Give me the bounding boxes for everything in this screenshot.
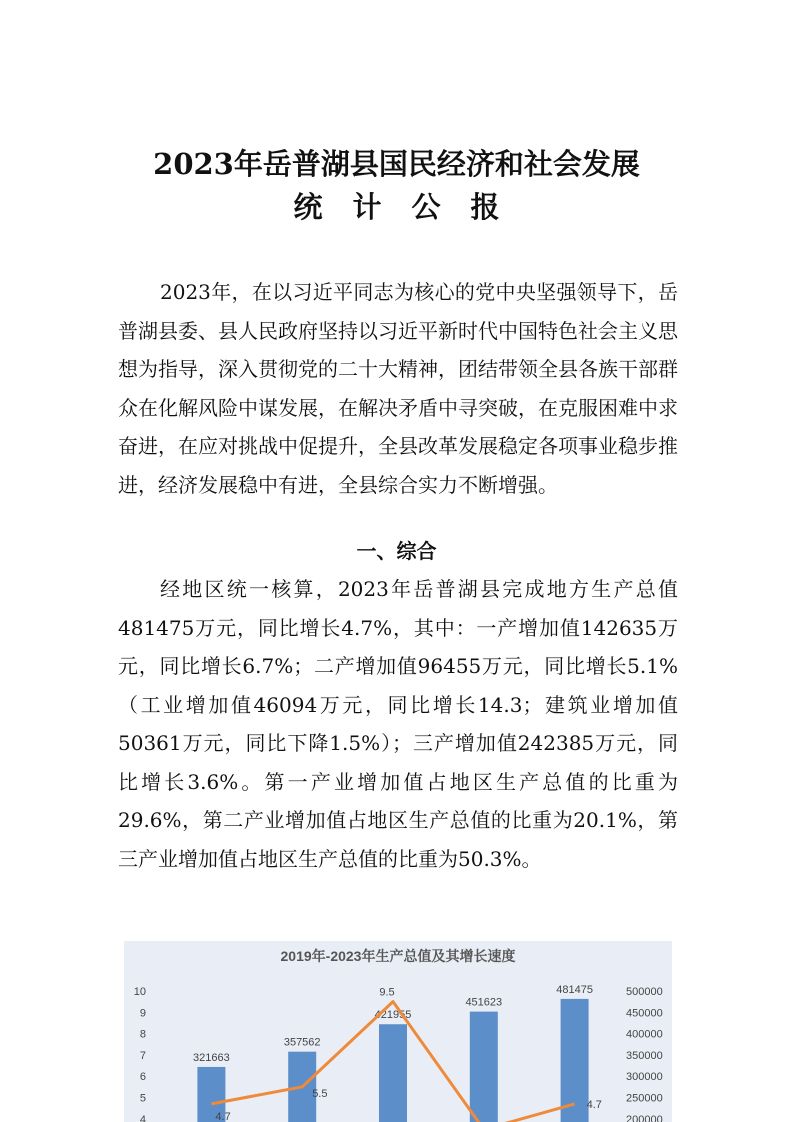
right-axis-tick-label: 300000 [626, 1071, 663, 1084]
gdp-bar-label: 357562 [283, 1036, 321, 1049]
right-axis [626, 986, 663, 1122]
right-axis-tick-label: 350000 [626, 1049, 663, 1062]
gdp-bar [470, 1012, 498, 1122]
left-axis [134, 986, 146, 1122]
line-label-group [215, 987, 601, 1122]
gdp-bar [561, 999, 589, 1122]
left-axis-tick-label: 4 [139, 1113, 146, 1122]
growth-line-label: 9.5 [379, 986, 395, 999]
growth-line-label: 5.5 [312, 1087, 328, 1100]
gdp-bar-label: 481475 [556, 983, 593, 996]
growth-line-label: 4.7 [586, 1098, 602, 1111]
section-heading-overview: 一、综合 [356, 539, 437, 563]
left-axis-tick-label: 8 [139, 1028, 146, 1041]
gdp-growth-chart [124, 941, 672, 1122]
right-axis-tick-label: 450000 [626, 1007, 663, 1020]
gdp-bar-label: 321663 [193, 1051, 230, 1064]
right-axis-tick-label: 200000 [626, 1113, 663, 1122]
left-axis-tick-label: 7 [139, 1049, 146, 1062]
left-axis-tick-label: 9 [139, 1007, 146, 1020]
intro-paragraph: 2023年，在以习近平同志为核心的党中央坚强领导下，岳普湖县委、县人民政府坚持以习近平新时代中国特色社会主义思想为指导，深入贯彻党的二十大精神，团结带领全县各族干部群众在化解风险中谋发展，在解决矛盾中寻突破，在克服困难中求奋进，在应对挑战中促提升，全县改革发展稳定各项事业稳步推进，经济发展稳中有进，全县综合实力不断增强。 [118, 280, 678, 497]
left-axis-tick-label: 6 [139, 1071, 146, 1084]
gdp-bar [379, 1024, 407, 1122]
left-axis-tick-label: 10 [133, 986, 146, 998]
report-title-line1: 2023年岳普湖县国民经济和社会发展 [153, 147, 640, 181]
left-axis-tick-label: 5 [139, 1092, 146, 1105]
gdp-bar-label: 421955 [374, 1009, 412, 1022]
right-axis-tick-label: 250000 [626, 1092, 663, 1105]
report-title-line2: 统计公报 [293, 190, 530, 224]
overview-paragraph: 经地区统一核算，2023年岳普湖县完成地方生产总值481475万元，同比增长4.7%，其中：一产增加值142635万元，同比增长6.7%；二产增加值96455万元，同比增长5.1%（工业增加值46094万元，同比增长14.3；建筑业增加值50361万元，同比下降1.5%）；三产增加值242385万元，同比增长3.6%。第一产业增加值占地区生产总值的比重为29.6%，第二产业增加值占地区生产总值的比重为20.1%，第三产业增加值占地区生产总值的比重为50.3%。 [118, 577, 678, 871]
gdp-bar-label: 451623 [465, 996, 503, 1009]
growth-line-label: 4.7 [215, 1110, 231, 1122]
right-axis-tick-label: 500000 [626, 986, 663, 998]
chart-canvas [124, 941, 672, 1122]
right-axis-tick-label: 400000 [626, 1028, 663, 1041]
chart-title: 2019年-2023年生产总值及其增长速度 [280, 948, 516, 964]
